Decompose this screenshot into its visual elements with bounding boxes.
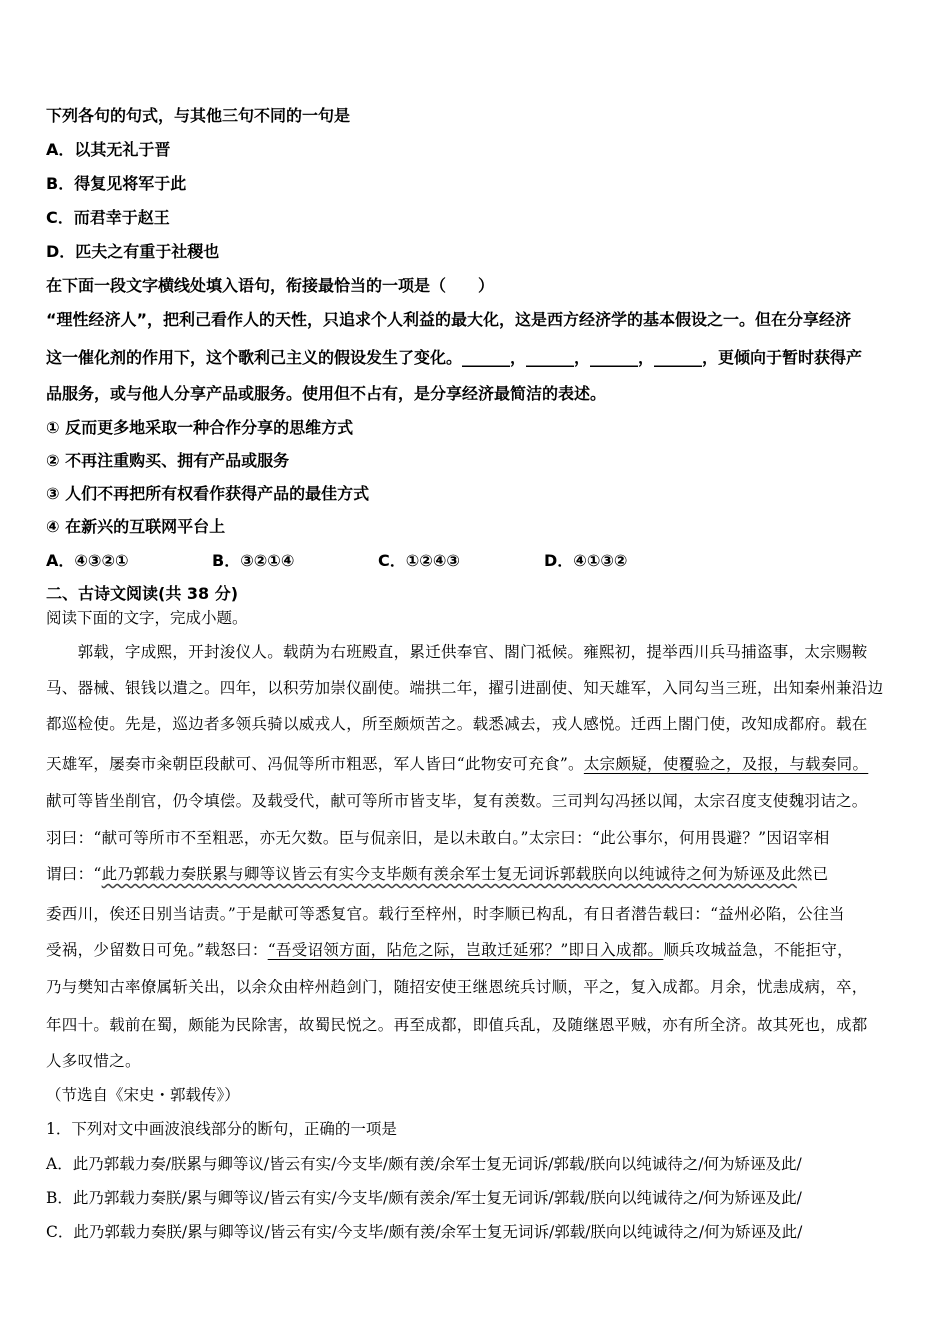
question-stem: 1．下列对文中画波浪线部分的断句，正确的一项是: [46, 1120, 397, 1138]
section-heading: 二、古诗文阅读(共 38 分): [46, 584, 239, 603]
passage-text: 天雄军，屡奏市籴朝臣段献可、冯侃等所市粗恶，军人皆曰“此物安可充食”。: [46, 755, 584, 773]
passage-text: 然已: [796, 865, 829, 883]
passage-text: 顺兵攻城益急，不能拒守，: [663, 941, 853, 959]
passage-line: 乃与樊知古率僚属斩关出，以余众由梓州趋剑门，随招安使王继恩统兵讨顺，平之，复入成都。月余，忧恚成病，卒，: [46, 978, 868, 996]
underlined-sentence: “吾受诏领方面，阽危之际，岂敢迁延邪？”即日入成都。: [267, 941, 664, 959]
question-stem: 在下面一段文字横线处填入语句，衔接最恰当的一项是（ ）: [46, 276, 495, 295]
passage-line: 年四十。载前在蜀，颇能为民除害，故蜀民悦之。再至成都，即值兵乱，及随继恩平贼，亦有所全济。故其死也，成都: [46, 1016, 868, 1034]
option-c: C．此乃郭载力奏朕/累与卿等议/皆云有实/今支毕/颇有羡/余军士复无词诉/郭载/朕向以纯诚待之/何为矫诬及此/: [46, 1223, 803, 1241]
choice-b: B．③②①④: [212, 551, 295, 570]
passage-line: [46, 938, 853, 960]
wavy-underlined-text: 此乃郭载力奏朕累与卿等议皆云有实今支毕颇有羡余军士复无词诉郭载朕向以纯诚待之何为矫诬及此: [101, 865, 797, 883]
passage-line: 郭载，字成熙，开封浚仪人。载荫为右班殿直，累迁供奉官、閤门祗候。雍熙初，提举西川兵马捕盗事，太宗赐鞍: [46, 643, 868, 661]
passage-line: [46, 752, 868, 774]
passage-line: 都巡检使。先是，巡边者多领兵骑以威戎人，所至颇烦苦之。载悉减去，戎人感悦。迁西上閤门使，改知成都府。载在: [46, 715, 868, 733]
option-d: D．匹夫之有重于社稷也: [46, 242, 220, 261]
question-stem: 下列各句的句式，与其他三句不同的一句是: [46, 106, 351, 125]
instruction: 阅读下面的文字，完成小题。: [46, 609, 248, 627]
passage-text: 谓曰：“: [46, 865, 102, 883]
underlined-sentence: 太宗颇疑，使覆验之，及报，与载奏同。: [583, 755, 869, 773]
option-a: A．以其无礼于晋: [46, 140, 171, 159]
paragraph-line: “理性经济人”，把利己看作人的天性，只追求个人利益的最大化，这是西方经济学的基本假设之一。但在分享经济: [46, 310, 852, 329]
item-3: ③ 人们不再把所有权看作获得产品的最佳方式: [46, 484, 370, 503]
passage-line: 献可等皆坐削官，仍令填偿。及载受代，献可等所市皆支毕，复有羡数。三司判勾冯拯以闻，太宗召度支使魏羽诘之。: [46, 792, 868, 810]
paragraph-line: 这一催化剂的作用下，这个歌利己主义的假设发生了变化。______，______，______，______，更倾向于暂时获得产: [46, 348, 863, 367]
item-1: ① 反而更多地采取一种合作分享的思维方式: [46, 418, 354, 437]
option-a: A．此乃郭载力奏/朕累与卿等议/皆云有实/今支毕/颇有羡/余军士复无词诉/郭载/朕向以纯诚待之/何为矫诬及此/: [46, 1155, 802, 1173]
source-citation: （节选自《宋史・郭载传》）: [46, 1086, 240, 1104]
passage-line: 人多叹惜之。: [46, 1052, 141, 1070]
passage-line: 马、器械、银钱以遣之。四年，以积劳加崇仪副使。端拱二年，擢引进副使、知天雄军，入同勾当三班，出知秦州兼沿边: [46, 679, 884, 697]
paragraph-line: 品服务，或与他人分享产品或服务。使用但不占有，是分享经济最简洁的表述。: [46, 384, 607, 403]
option-b: B．得复见将军于此: [46, 174, 187, 193]
choice-d: D．④①③②: [544, 551, 628, 570]
passage-line: 羽曰：“献可等所市不至粗恶，亦无欠数。臣与侃亲旧，是以未敢白。”太宗曰：“此公事尔，何用畏避？”因诏宰相: [46, 829, 830, 847]
choice-a: A．④③②①: [46, 551, 129, 570]
passage-line: 委西川，俟还日别当诘责。”于是献可等悉复官。载行至梓州，时李顺已构乱，有日者潜告载曰：“益州必陷，公往当: [46, 905, 845, 923]
choice-c: C．①②④③: [378, 551, 460, 570]
answer-choices: [46, 548, 710, 571]
passage-text: 受祸，少留数日可免。”载怒曰：: [46, 941, 268, 959]
item-2: ② 不再注重购买、拥有产品或服务: [46, 451, 290, 470]
item-4: ④ 在新兴的互联网平台上: [46, 517, 226, 536]
option-c: C．而君幸于赵王: [46, 208, 170, 227]
passage-line: [46, 862, 828, 884]
option-b: B．此乃郭载力奏朕/累与卿等议/皆云有实/今支毕/颇有羡余/军士复无词诉/郭载/朕向以纯诚待之/何为矫诬及此/: [46, 1189, 802, 1207]
